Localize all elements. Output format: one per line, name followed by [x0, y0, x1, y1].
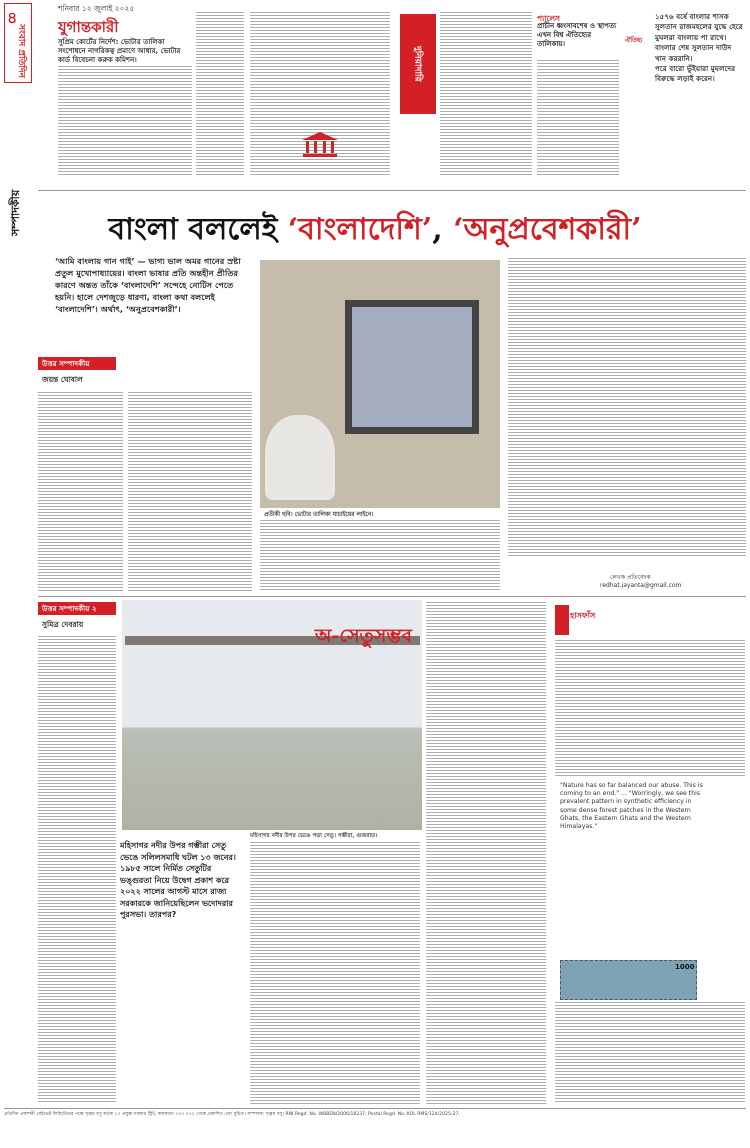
- supreme-court-icon: [300, 130, 340, 160]
- imprint-footer: প্রতিদিন প্রকাশনী প্রাইভেট লিমিটেডের পক্ষে সৃঞ্জয় বসু কর্তৃক ২০ প্রফুল্ল সরকার স্ট্রিট, কলকাতা ৭০০ ০৭২ থেকে প্রকাশিত এবং মুদ্রিত। সম্পাদক: সৃঞ্জয় বসু। RNI Regd. No. WBBEN/2006/18237, Postal Regd. No. KOL RMS/124/2025-27.: [4, 1112, 460, 1117]
- official-figure: [265, 415, 335, 500]
- hasphas-marker: [555, 605, 569, 635]
- heritage-body-text: [537, 60, 619, 176]
- editorial-2-body-text: [250, 842, 420, 1104]
- author-email: redhat.jayanta@gmail.com: [600, 582, 682, 589]
- jugantakari-summary: সুপ্রিম কোর্টের নির্দেশ: ভোটার তালিকা সংশোধনে নাগরিকত্ব প্রমাণে আধার, ভোটার কার্ড বিবেচনা করুক কমিশন।: [58, 38, 181, 64]
- page-number: ৪: [7, 8, 18, 27]
- bridge-lead: মহিসাগর নদীর উপর গম্ভীরা সেতু ভেঙে সলিলসমাধি ঘটল ১৩ জনের। ১৯৮৫ সালে নির্মিত সেতুটির ভঙ্গুরতা নিয়ে উদ্বেগ প্রকাশ করে ২০২২ সালের আগস্ট মাসে রাজ্য সরকারকে জানিয়েছিলেন ভদোদরার পুরসভা। তারপর?: [120, 841, 236, 919]
- divider: [4, 1108, 746, 1109]
- hasphas-title: হাসফাঁস: [570, 611, 596, 620]
- divider: [38, 190, 746, 191]
- section-name: সম্পাদকীয়: [9, 189, 22, 236]
- fact-item: বাংলার শেষ সুলতান দাউদ খান কররানি।: [655, 43, 732, 63]
- hasphas-body-text: [555, 640, 745, 778]
- editorial-body-text: [128, 392, 252, 592]
- headline-quote-1: ‘বাংলাদেশি’: [287, 212, 433, 247]
- duniyadari-tag: দুনিয়াদারি: [400, 14, 436, 114]
- editorial-2-author: সুমিত্র দেবরায়: [42, 620, 84, 629]
- hasphas-body-text: [555, 1002, 745, 1104]
- editorial-2-label: উত্তর সম্পাদকীয় ২: [38, 602, 116, 615]
- editorial-body-text: [38, 392, 123, 592]
- bridge-headline: অ-সেতুসম্ভব: [315, 625, 413, 647]
- article-body-text: [440, 12, 532, 176]
- main-headline: [40, 205, 710, 256]
- editorial-2-body-text: [426, 602, 546, 1104]
- heritage-title: প্রাচীন ধ্বংসাবশেষ ও স্থাপত্য এখন বিশ্ব ঐতিহ্যের তালিকায়।: [537, 22, 617, 48]
- bridge-photo-caption: মহিসাগর নদীর উপর ভেঙে পড়া সেতু। গম্ভীরা, গুজরাত।: [250, 833, 378, 839]
- stamp-value: 1000: [675, 963, 695, 971]
- editorial-label: উত্তর সম্পাদকীয়: [38, 357, 116, 370]
- article-body-text: [196, 12, 244, 176]
- issue-date: শনিবার ১২ জুলাই ২০২৫: [58, 4, 135, 13]
- headline-quote-2: ‘অনুপ্রবেশকারী’: [453, 212, 642, 247]
- fact-item: পরে বারো ভুঁইয়ারা মুঘলদের বিরুদ্ধে লড়াই করেন।: [655, 64, 736, 84]
- headline-plain: বাংলা বললেই: [108, 212, 288, 247]
- divider: [38, 596, 746, 597]
- photo-caption: প্রতীকী ছবি। ভোটার তালিকা যাচাইয়ের লাইনে।: [264, 512, 374, 518]
- lead-paragraph: ‘আমি বাংলায় গান গাই’ — ভাগ্য ভাল অমর গানের স্রষ্টা প্রতুল মুখোপাধ্যায়ের। বাংলা ভাষার প্রতি অন্তহীন প্রীতির কারণে অন্তত তাঁকে ‘বাংলাদেশি’ সন্দেহে নোটিস পেতে হয়নি। হালে দেশজুড়ে ধারণা, বাংলা কথা বললেই ‘বাংলাদেশি’। অর্থাৎ, ‘অনুপ্রবেশকারী’।: [55, 256, 241, 314]
- editorial-body-text: [260, 520, 500, 592]
- editorial-body-text: [508, 258, 746, 558]
- window-with-people: [345, 300, 479, 434]
- heritage-label: প্যালেস: [537, 14, 560, 23]
- jugantakari-body-text: [58, 66, 192, 176]
- fact-item: ১৫৭৬ বর্ষে বাংলার শাসক সুলতান রাজমহলের যুদ্ধে হেরে মুঘলরা বাংলায় পা রাখে।: [655, 12, 743, 42]
- headline-sep: ,: [432, 212, 454, 247]
- brand-name: সংবাদ প্রতিদিন: [16, 24, 26, 79]
- heritage-tag: ঐতিহ্য: [625, 36, 643, 44]
- author-signature: লেখক প্রতিবেদক: [610, 574, 651, 581]
- history-facts: [655, 12, 743, 85]
- hasphas-quote: "Nature has so far balanced our abuse. This is coming to an end." ... "Worringly, we see this prevalent pattern in synthetic efficiency in some dense forest patches in the Western Ghats, the Eastern Ghats and the Western Himalayas.": [560, 782, 703, 831]
- jugantakari-headline: যুগান্তকারী: [58, 18, 119, 36]
- editorial-author: জয়ন্ত ঘোষাল: [42, 375, 83, 384]
- editorial-2-body-text: [38, 636, 116, 1104]
